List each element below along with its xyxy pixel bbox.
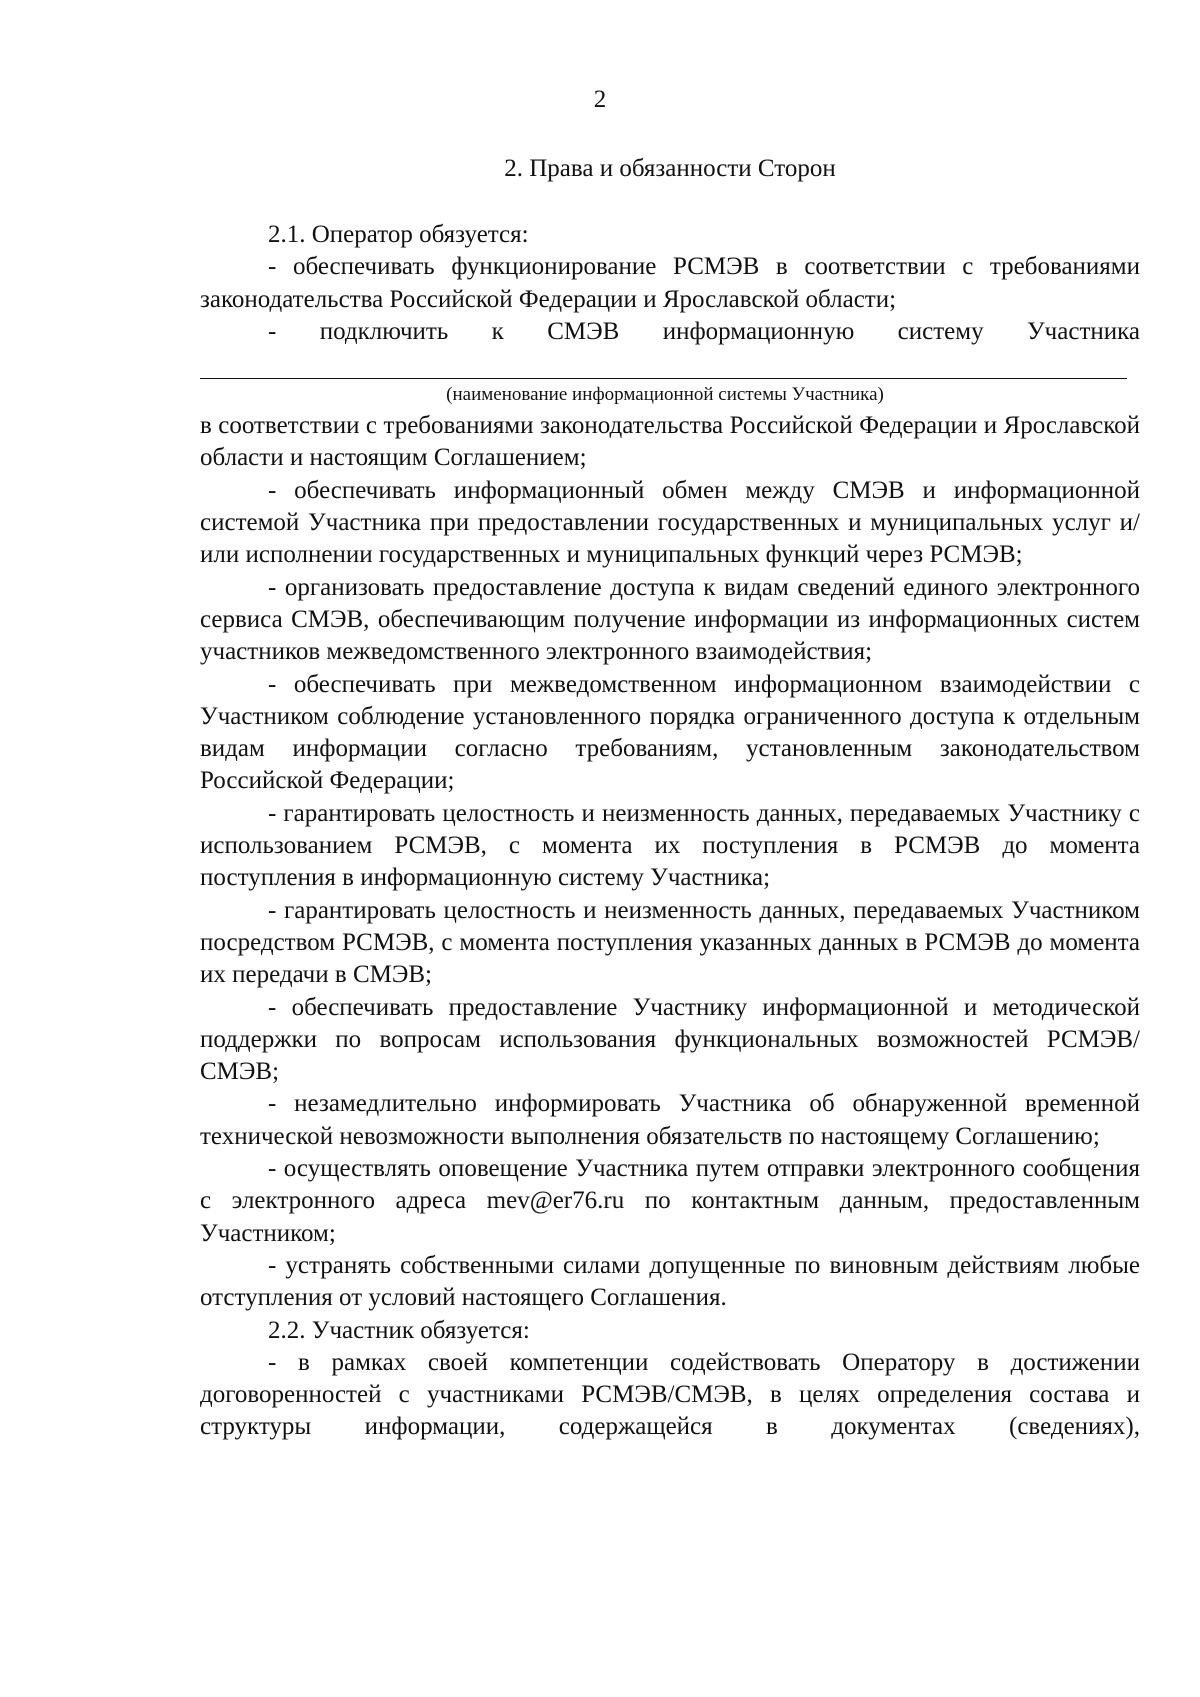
page-number: 2 <box>593 86 607 113</box>
paragraph: - гарантировать целостность и неизменность данных, передаваемых Участнику с использованием РСМЭВ, с момента их поступления в РСМЭВ до момента поступления в информационную систему Участника; <box>200 799 1140 892</box>
paragraph: - незамедлительно информировать Участника об обнаруженной временной технической невозможности выполнения обязательств по настоящему Соглашению; <box>200 1090 1140 1150</box>
paragraph: - обеспечивать предоставление Участнику информационной и методической поддержки по вопросам использования функциональных возможностей РСМЭВ/СМЭВ; <box>200 993 1140 1086</box>
paragraph: - в рамках своей компетенции содействовать Оператору в достижении договоренностей с участниками РСМЭВ/СМЭВ, в целях определения состава и структуры информации, содержащейся в документах (сведениях), <box>200 1348 1140 1441</box>
blank-underline <box>200 378 1127 379</box>
paragraph: - обеспечивать информационный обмен между СМЭВ и информационной системой Участника при предоставлении государственных и муниципальных услуг и/или исполнении государственных и муниципальных функций через РСМЭВ; <box>200 476 1140 569</box>
blank-caption: (наименование информационной системы Участника) <box>446 384 884 406</box>
section-title: 2. Права и обязанности Сторон <box>504 155 836 182</box>
paragraph: 2.2. Участник обязуется: <box>268 1316 530 1344</box>
paragraph: - подключить к СМЭВ информационную систему Участника <box>268 317 1140 345</box>
paragraph: - гарантировать целостность и неизменность данных, передаваемых Участником посредством РСМЭВ, с момента поступления указанных данных в РСМЭВ до момента их передачи в СМЭВ; <box>200 896 1140 989</box>
paragraph: - устранять собственными силами допущенные по виновным действиям любые отступления от условий настоящего Соглашения. <box>200 1251 1140 1312</box>
paragraph: 2.1. Оператор обязуется: <box>268 221 529 248</box>
paragraph: - обеспечивать при межведомственном информационном взаимодействии с Участником соблюдение установленного порядка ограниченного доступа к отдельным видам информации согласно требованиям, установленным законодательством Российской Федерации; <box>200 670 1140 795</box>
fill-in-blank <box>200 348 1140 384</box>
document-body <box>200 219 1140 1444</box>
paragraph: в соответствии с требованиями законодательства Российской Федерации и Ярославской области и настоящим Соглашением; <box>200 412 1140 472</box>
paragraph: - осуществлять оповещение Участника путем отправки электронного сообщения с электронного адреса mev@er76.ru по контактным данным, предоставленным Участником; <box>200 1155 1140 1247</box>
paragraph: - организовать предоставление доступа к видам сведений единого электронного сервиса СМЭВ, обеспечивающим получение информации из информационных систем участников межведомственного электронного взаимодействия; <box>200 573 1140 666</box>
paragraph: - обеспечивать функционирование РСМЭВ в соответствии с требованиями законодательства Российской Федерации и Ярославской области; <box>200 253 1140 313</box>
